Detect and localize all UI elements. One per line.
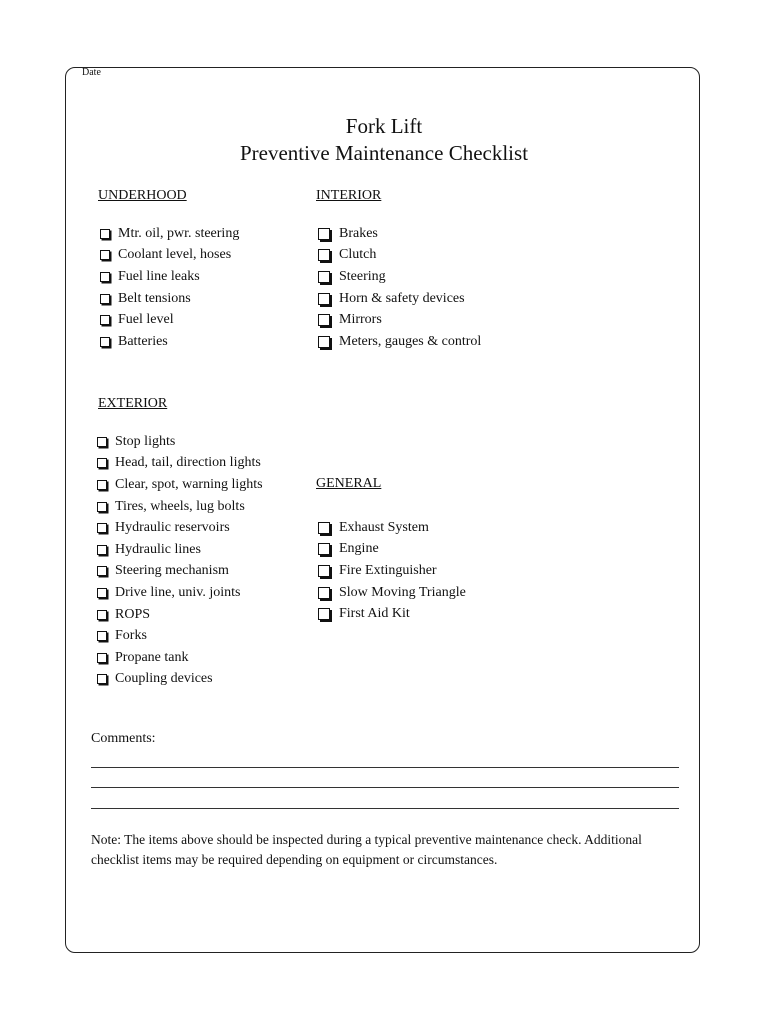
checkbox-icon[interactable] xyxy=(100,337,110,347)
checkbox-icon[interactable] xyxy=(97,545,107,555)
checklist-item[interactable] xyxy=(318,309,481,331)
checklist-item[interactable] xyxy=(100,331,239,353)
checklist-item[interactable] xyxy=(97,453,263,475)
date-label: Date xyxy=(82,67,101,78)
checklist-item[interactable] xyxy=(97,496,263,518)
checkbox-icon[interactable] xyxy=(97,480,107,490)
comment-line[interactable] xyxy=(91,787,679,788)
checklist-item[interactable] xyxy=(97,431,263,453)
checklist-item[interactable] xyxy=(97,517,263,539)
checkbox-icon[interactable] xyxy=(318,336,330,348)
checkbox-icon[interactable] xyxy=(318,522,330,534)
checklist-item[interactable] xyxy=(318,517,466,539)
checkbox-icon[interactable] xyxy=(97,502,107,512)
checklist-item[interactable] xyxy=(318,582,466,604)
checkbox-icon[interactable] xyxy=(97,437,107,447)
checkbox-icon[interactable] xyxy=(97,631,107,641)
checkbox-icon[interactable] xyxy=(100,315,110,325)
checklist-item[interactable] xyxy=(318,331,481,353)
checklist-item-label: Steering mechanism xyxy=(115,563,229,579)
checklist-item[interactable] xyxy=(97,561,263,583)
checklist-item-label: Stop lights xyxy=(115,433,176,449)
checklist-item[interactable] xyxy=(97,474,263,496)
checkbox-icon[interactable] xyxy=(318,565,330,577)
checklist-item-label: Meters, gauges & control xyxy=(339,333,482,349)
checklist-item-label: Hydraulic reservoirs xyxy=(115,520,230,536)
checklist-item[interactable] xyxy=(97,539,263,561)
checklist-item-label: Fuel level xyxy=(118,312,174,328)
checklist-item-label: Forks xyxy=(115,628,147,644)
checklist-item-label: ROPS xyxy=(115,606,151,622)
checklist-item-label: Mirrors xyxy=(339,312,382,328)
checklist-item-label: Slow Moving Triangle xyxy=(339,584,466,600)
checkbox-icon[interactable] xyxy=(318,249,330,261)
checkbox-icon[interactable] xyxy=(97,610,107,620)
checkbox-icon[interactable] xyxy=(318,314,330,326)
checkbox-icon[interactable] xyxy=(97,653,107,663)
checklist-item-label: Coolant level, hoses xyxy=(118,247,232,263)
checklist-item[interactable] xyxy=(100,245,239,267)
checklist-item-label: Mtr. oil, pwr. steering xyxy=(118,225,240,241)
checkbox-icon[interactable] xyxy=(97,566,107,576)
checklist-item[interactable] xyxy=(100,309,239,331)
checklist-item-label: Clutch xyxy=(339,247,377,263)
checklist-item[interactable] xyxy=(97,625,263,647)
checklist-item-label: Drive line, univ. joints xyxy=(115,584,241,600)
checklist-item[interactable] xyxy=(318,603,466,625)
checklist-item[interactable] xyxy=(318,266,481,288)
checklist-item-label: Head, tail, direction lights xyxy=(115,455,261,471)
checklist-item-label: Fire Extinguisher xyxy=(339,562,437,578)
checklist-item[interactable] xyxy=(97,604,263,626)
checklist-item[interactable] xyxy=(318,223,481,245)
checkbox-icon[interactable] xyxy=(100,229,110,239)
checklist-item[interactable] xyxy=(100,288,239,310)
checkbox-icon[interactable] xyxy=(97,458,107,468)
checkbox-icon[interactable] xyxy=(97,588,107,598)
checkbox-icon[interactable] xyxy=(318,293,330,305)
checklist-item[interactable] xyxy=(318,539,466,561)
checkbox-icon[interactable] xyxy=(100,250,110,260)
checklist-item-label: Brakes xyxy=(339,225,378,241)
page-subtitle: Preventive Maintenance Checklist xyxy=(239,141,529,165)
page-title: Fork Lift xyxy=(345,114,423,138)
checkbox-icon[interactable] xyxy=(318,228,330,240)
checklist-item-label: Clear, spot, warning lights xyxy=(115,476,263,492)
checklist-item-label: Hydraulic lines xyxy=(115,541,201,557)
checkbox-icon[interactable] xyxy=(97,523,107,533)
checklist-item[interactable] xyxy=(97,647,263,669)
checklist-item-label: Steering xyxy=(339,268,386,284)
checklist-item[interactable] xyxy=(318,560,466,582)
exterior-heading: EXTERIOR xyxy=(98,396,168,411)
checklist-item[interactable] xyxy=(318,288,481,310)
checkbox-icon[interactable] xyxy=(318,543,330,555)
checklist-item-label: Fuel line leaks xyxy=(118,268,200,284)
checkbox-icon[interactable] xyxy=(100,272,110,282)
underhood-heading: UNDERHOOD xyxy=(98,188,187,203)
checklist-item-label: Belt tensions xyxy=(118,290,191,306)
checklist-item-label: Horn & safety devices xyxy=(339,290,465,306)
underhood-list xyxy=(100,223,239,353)
checkbox-icon[interactable] xyxy=(318,608,330,620)
comments-label: Comments: xyxy=(91,731,156,746)
checklist-item-label: Propane tank xyxy=(115,649,189,665)
interior-heading: INTERIOR xyxy=(316,188,382,203)
general-heading: GENERAL xyxy=(316,476,382,491)
general-list xyxy=(318,517,466,625)
checkbox-icon[interactable] xyxy=(100,294,110,304)
checklist-item[interactable] xyxy=(97,582,263,604)
checklist-item[interactable] xyxy=(97,669,263,691)
interior-list xyxy=(318,223,481,353)
checkbox-icon[interactable] xyxy=(318,587,330,599)
checklist-item[interactable] xyxy=(318,245,481,267)
checklist-item-label: Batteries xyxy=(118,333,168,349)
footer-note: Note: The items above should be inspected during a typical preventive maintenance check. Additional checklist items may be required depending on equipment or circumstances. xyxy=(91,832,642,867)
checkbox-icon[interactable] xyxy=(318,271,330,283)
checklist-item-label: Exhaust System xyxy=(339,519,429,535)
checkbox-icon[interactable] xyxy=(97,674,107,684)
checklist-item-label: First Aid Kit xyxy=(339,606,410,622)
comment-line[interactable] xyxy=(91,767,679,768)
checklist-item[interactable] xyxy=(100,266,239,288)
checklist-item-label: Tires, wheels, lug bolts xyxy=(115,498,245,514)
exterior-list xyxy=(97,431,263,690)
checklist-item-label: Coupling devices xyxy=(115,671,213,687)
checklist-item[interactable] xyxy=(100,223,239,245)
checklist-item-label: Engine xyxy=(339,541,379,557)
comment-line[interactable] xyxy=(91,808,679,809)
